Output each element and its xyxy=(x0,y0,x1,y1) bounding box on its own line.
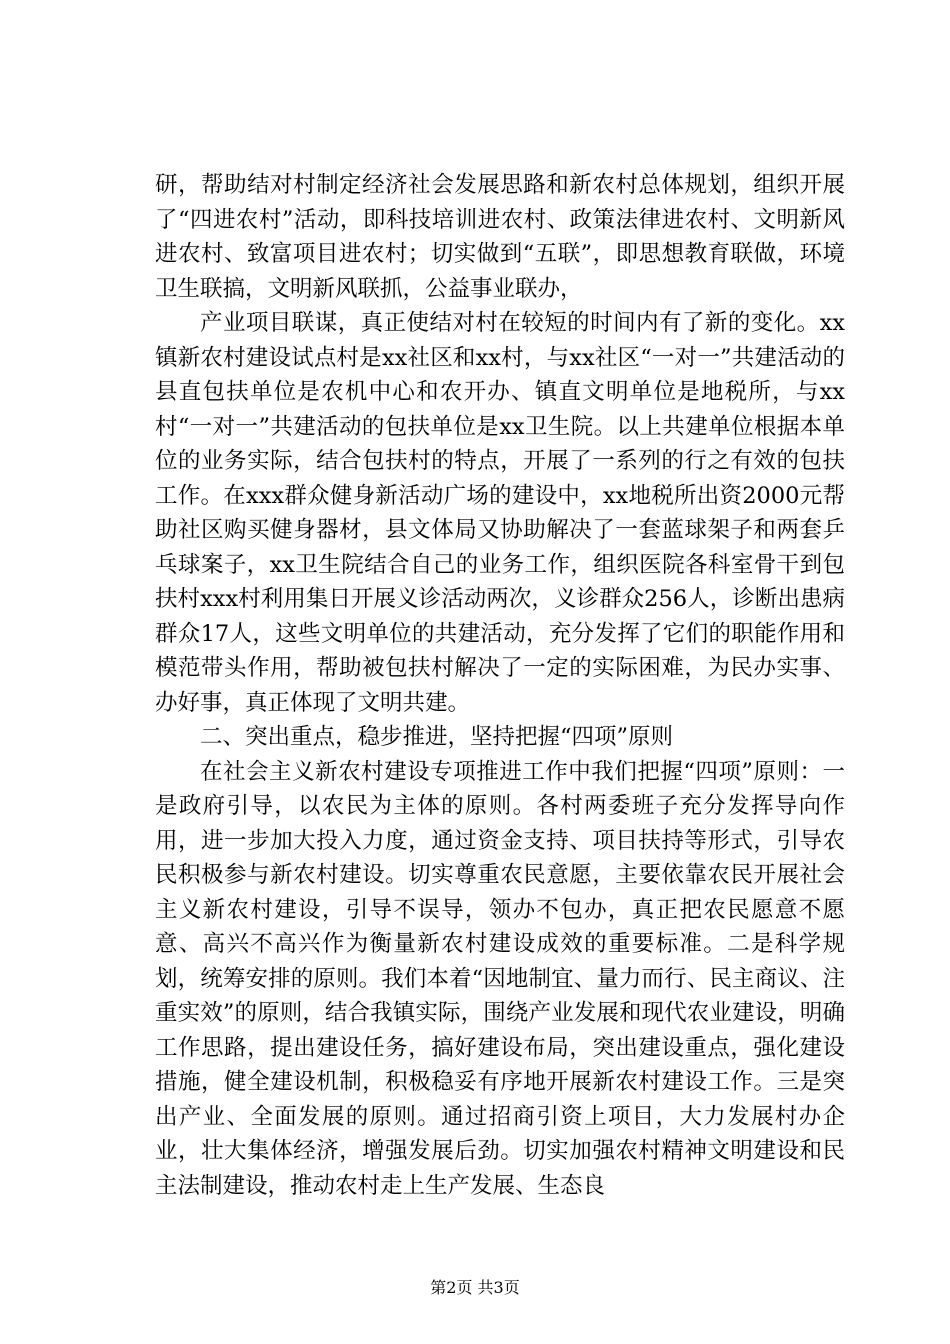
paragraph-1: 研，帮助结对村制定经济社会发展思路和新农村总体规划，组织开展了“四进农村”活动，即科技培训进农村、政策法律进农村、文明新风进农村、致富项目进农村；切实做到“五联”，即思想教育联做，环境卫生联搞，文明新风联抓，公益事业联办， xyxy=(155,172,845,302)
paragraph-3: 在社会主义新农村建设专项推进工作中我们把握“四项”原则：一是政府引导，以农民为主体的原则。各村两委班子充分发挥导向作用，进一步加大投入力度，通过资金支持、项目扶持等形式，引导农民积极参与新农村建设。切实尊重农民意愿，主要依靠农民开展社会主义新农村建设，引导不误导，领办不包办，真正把农民愿意不愿意、高兴不高兴作为衡量新农村建设成效的重要标准。二是科学规划，统筹安排的原则。我们本着“因地制宜、量力而行、民主商议、注重实效”的原则，结合我镇实际，围绕产业发展和现代农业建设，明确工作思路，提出建设任务，搞好建设布局，突出建设重点，强化建设措施，健全建设机制，积极稳妥有序地开展新农村建设工作。三是突出产业、全面发展的原则。通过招商引资上项目，大力发展村办企业，壮大集体经济，增强发展后劲。切实加强农村精神文明建设和民主法制建设，推动农村走上生产发展、生态良 xyxy=(155,758,845,1199)
section-heading: 二、突出重点，稳步推进，坚持把握“四项”原则 xyxy=(200,724,674,750)
page-footer: 第2页 共3页 xyxy=(430,1278,520,1297)
document-body xyxy=(155,168,845,1203)
paragraph-2: 产业项目联谋，真正使结对村在较短的时间内有了新的变化。xx镇新农村建设试点村是xx社区和xx村，与xx社区“一对一”共建活动的县直包扶单位是农机中心和农开办、镇直文明单位是地税所，与xx村“一对一”共建活动的包扶单位是xx卫生院。以上共建单位根据本单位的业务实际，结合包扶村的特点，开展了一系列的行之有效的包扶工作。在xxx群众健身新活动广场的建设中，xx地税所出资2000元帮助社区购买健身器材，县文体局又协助解决了一套蓝球架子和两套乒乓球案子，xx卫生院结合自己的业务工作，组织医院各科室骨干到包扶村xxx村利用集日开展义诊活动两次，义诊群众256人，诊断出患病群众17人，这些文明单位的共建活动，充分发挥了它们的职能作用和模范带头作用，帮助被包扶村解决了一定的实际困难，为民办实事、办好事，真正体现了文明共建。 xyxy=(155,310,845,716)
